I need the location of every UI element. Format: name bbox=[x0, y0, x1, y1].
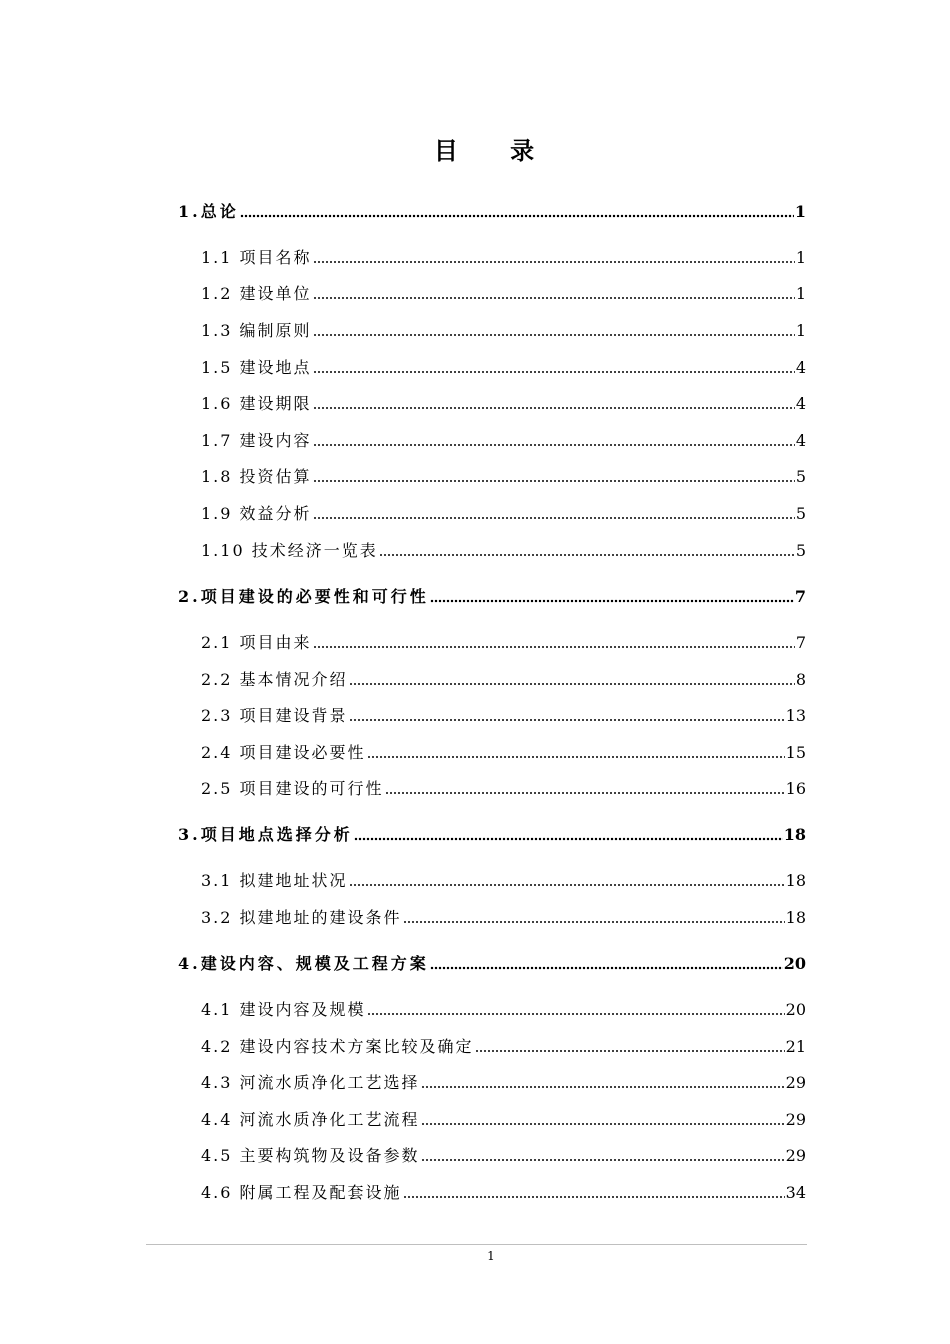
toc-entry-page: 18 bbox=[785, 871, 806, 890]
toc-section-entry[interactable] bbox=[201, 503, 806, 525]
toc-section-entry[interactable] bbox=[201, 283, 806, 305]
toc-entry-page: 34 bbox=[785, 1183, 806, 1202]
toc-chapter-entry[interactable] bbox=[178, 586, 806, 608]
toc-dot-leader bbox=[421, 1122, 785, 1126]
toc-entry-page: 20 bbox=[785, 1000, 806, 1019]
toc-chapter-entry[interactable] bbox=[178, 953, 806, 975]
toc-dot-leader bbox=[430, 966, 783, 970]
toc-section-entry[interactable] bbox=[201, 669, 806, 691]
toc-entry-title: 2.1 项目由来 bbox=[201, 633, 312, 652]
toc-dot-leader bbox=[475, 1049, 785, 1053]
toc-dot-leader bbox=[349, 682, 795, 686]
toc-dot-leader bbox=[421, 1158, 785, 1162]
toc-entry-title: 4.6 附属工程及配套设施 bbox=[201, 1183, 402, 1202]
toc-entry-page: 4 bbox=[795, 394, 806, 413]
toc-entry-page: 20 bbox=[783, 954, 806, 973]
toc-section-entry[interactable] bbox=[201, 393, 806, 415]
toc-entry-title: 1.3 编制原则 bbox=[201, 321, 312, 340]
toc-section-entry[interactable] bbox=[201, 357, 806, 379]
toc-entry-page: 7 bbox=[794, 587, 806, 606]
toc-section-entry[interactable] bbox=[201, 1072, 806, 1094]
toc-entry-title: 4.4 河流水质净化工艺流程 bbox=[201, 1110, 420, 1129]
toc-dot-leader bbox=[313, 296, 795, 300]
toc-section-entry[interactable] bbox=[201, 742, 806, 764]
toc-dot-leader bbox=[367, 1012, 785, 1016]
toc-dot-leader bbox=[240, 214, 794, 218]
toc-entry-title: 2.3 项目建设背景 bbox=[201, 706, 348, 725]
toc-entry-page: 16 bbox=[785, 779, 806, 798]
toc-entry-title: 3.2 拟建地址的建设条件 bbox=[201, 908, 402, 927]
toc-entry-page: 21 bbox=[785, 1037, 806, 1056]
toc-entry-page: 7 bbox=[795, 633, 806, 652]
toc-dot-leader bbox=[349, 883, 785, 887]
toc-entry-title: 1.1 项目名称 bbox=[201, 248, 312, 267]
toc-entry-page: 4 bbox=[795, 431, 806, 450]
page-title: 目 录 bbox=[433, 136, 557, 165]
toc-dot-leader bbox=[379, 553, 795, 557]
toc-entry-title: 4.3 河流水质净化工艺选择 bbox=[201, 1073, 420, 1092]
toc-chapter-entry[interactable] bbox=[178, 824, 806, 846]
toc-entry-title: 2.项目建设的必要性和可行性 bbox=[178, 587, 429, 606]
toc-entry-page: 29 bbox=[785, 1073, 806, 1092]
toc-entry-title: 1.6 建设期限 bbox=[201, 394, 312, 413]
toc-entry-page: 1 bbox=[794, 202, 806, 221]
toc-dot-leader bbox=[313, 333, 795, 337]
toc-entry-page: 5 bbox=[795, 467, 806, 486]
toc-entry-page: 4 bbox=[795, 358, 806, 377]
toc-entry-title: 1.总论 bbox=[178, 202, 239, 221]
toc-section-entry[interactable] bbox=[201, 1145, 806, 1167]
toc-entry-title: 1.10 技术经济一览表 bbox=[201, 541, 378, 560]
toc-dot-leader bbox=[313, 479, 795, 483]
toc-dot-leader bbox=[313, 370, 795, 374]
toc-chapter-entry[interactable] bbox=[178, 201, 806, 223]
toc-section-entry[interactable] bbox=[201, 632, 806, 654]
toc-entry-title: 4.5 主要构筑物及设备参数 bbox=[201, 1146, 420, 1165]
toc-section-entry[interactable] bbox=[201, 430, 806, 452]
toc-entry-title: 1.5 建设地点 bbox=[201, 358, 312, 377]
toc-section-entry[interactable] bbox=[201, 870, 806, 892]
footer-divider bbox=[146, 1244, 807, 1245]
toc-entry-title: 2.4 项目建设必要性 bbox=[201, 743, 366, 762]
toc-section-entry[interactable] bbox=[201, 1036, 806, 1058]
toc-section-entry[interactable] bbox=[201, 540, 806, 562]
toc-section-entry[interactable] bbox=[201, 1182, 806, 1204]
toc-entry-title: 1.8 投资估算 bbox=[201, 467, 312, 486]
toc-entry-title: 1.9 效益分析 bbox=[201, 504, 312, 523]
toc-dot-leader bbox=[403, 1195, 785, 1199]
toc-entry-page: 29 bbox=[785, 1146, 806, 1165]
toc-dot-leader bbox=[367, 755, 785, 759]
toc-entry-page: 5 bbox=[795, 504, 806, 523]
toc-section-entry[interactable] bbox=[201, 320, 806, 342]
page-number: 1 bbox=[487, 1249, 495, 1263]
toc-entry-page: 13 bbox=[785, 706, 806, 725]
toc-dot-leader bbox=[313, 645, 795, 649]
toc-dot-leader bbox=[354, 837, 783, 841]
toc-dot-leader bbox=[313, 406, 795, 410]
toc-entry-page: 1 bbox=[795, 248, 806, 267]
toc-entry-title: 3.1 拟建地址状况 bbox=[201, 871, 348, 890]
toc-entry-title: 4.2 建设内容技术方案比较及确定 bbox=[201, 1037, 474, 1056]
toc-dot-leader bbox=[349, 718, 785, 722]
toc-entry-page: 29 bbox=[785, 1110, 806, 1129]
toc-entry-title: 2.5 项目建设的可行性 bbox=[201, 779, 384, 798]
toc-dot-leader bbox=[313, 260, 795, 264]
toc-section-entry[interactable] bbox=[201, 247, 806, 269]
toc-dot-leader bbox=[403, 920, 785, 924]
toc-entry-page: 8 bbox=[795, 670, 806, 689]
toc-section-entry[interactable] bbox=[201, 1109, 806, 1131]
toc-section-entry[interactable] bbox=[201, 999, 806, 1021]
toc-entry-title: 2.2 基本情况介绍 bbox=[201, 670, 348, 689]
toc-entry-page: 1 bbox=[795, 321, 806, 340]
toc-section-entry[interactable] bbox=[201, 778, 806, 800]
toc-section-entry[interactable] bbox=[201, 705, 806, 727]
toc-entry-title: 1.2 建设单位 bbox=[201, 284, 312, 303]
toc-entry-page: 1 bbox=[795, 284, 806, 303]
toc-section-entry[interactable] bbox=[201, 466, 806, 488]
toc-entry-page: 15 bbox=[785, 743, 806, 762]
toc-dot-leader bbox=[421, 1085, 785, 1089]
toc-dot-leader bbox=[313, 443, 795, 447]
toc-entry-page: 18 bbox=[783, 825, 806, 844]
toc-entry-page: 5 bbox=[795, 541, 806, 560]
toc-entry-page: 18 bbox=[785, 908, 806, 927]
toc-dot-leader bbox=[385, 791, 785, 795]
toc-dot-leader bbox=[313, 516, 795, 520]
toc-dot-leader bbox=[430, 599, 794, 603]
toc-entry-title: 3.项目地点选择分析 bbox=[178, 825, 353, 844]
toc-entry-title: 4.1 建设内容及规模 bbox=[201, 1000, 366, 1019]
toc-entry-title: 4.建设内容、规模及工程方案 bbox=[178, 954, 429, 973]
toc-entry-title: 1.7 建设内容 bbox=[201, 431, 312, 450]
toc-section-entry[interactable] bbox=[201, 907, 806, 929]
